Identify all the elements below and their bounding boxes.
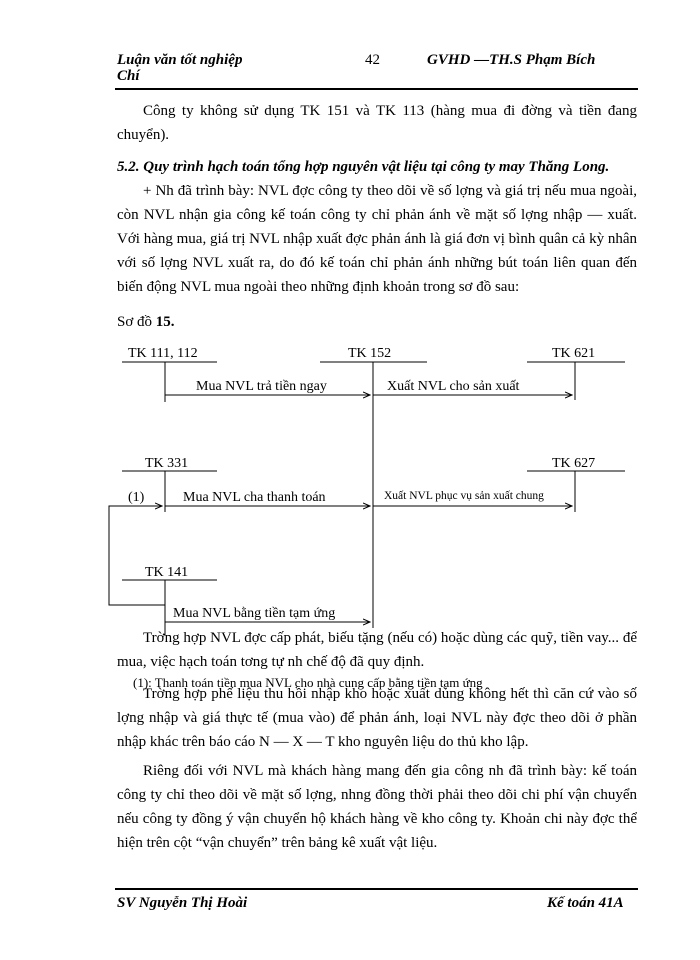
tk331-label: TK 331 [145,456,189,471]
tk141-label: TK 141 [145,565,189,580]
tk621-label: TK 621 [552,346,596,361]
arrow-settlement-loop [109,506,165,605]
paragraph-after-3: Riêng đối với NVL mà khách hàng mang đến gia công nh đã trình bày: kế toán công ty chỉ theo dõi về mặt số lợng, nhng đồng thời phải theo dõi chi phí vận chuyển nếu công ty đồng ý vận chuyển hộ khách hàng về kho công ty. Khoản chi này đợc thể hiện trên cột “vận chuyển” trên bảng kê xuất vật liệu. [117,763,637,851]
intro-paragraph: Công ty không sử dụng TK 151 và TK 113 (hàng mua đi đờng và tiền đang chuyển). [117,103,637,143]
tk111-label: TK 111, 112 [128,346,198,361]
marker-1: (1) [128,490,145,505]
section-heading: 5.2. Quy trình hạch toán tổng hợp nguyên vật liệu tại công ty may Thăng Long. [117,159,610,175]
page-number: 42 [365,52,380,68]
arrow-buy-cash-label: Mua NVL trả tiền ngay [196,379,327,394]
arrow-export-production-label: Xuất NVL cho sản xuất [387,379,520,394]
diagram-title-number: 15. [155,314,175,330]
section-paragraph: + Nh đã trình bày: NVL đợc công ty theo dõi về số lợng và giá trị nếu mua ngoài, còn NVL nhận gia công kế toán công ty chỉ phản ánh về mặt số lợng nhập — xuất. Với hàng mua, giá trị NVL nhập xuất đợc phản ánh là giá đơn vị bình quân cả kỳ nhân với số lợng NVL xuất ra, do đó kế toán chỉ phản ánh những bút toán liên quan đến biến động NVL mua ngoài theo những định khoản trong sơ đồ sau: [117,183,637,295]
footer-rule [115,888,638,890]
tk152-label: TK 152 [348,346,392,361]
arrow-buy-advance-label: Mua NVL bằng tiền tạm ứng [173,606,336,621]
header-left-continued: Chí [117,68,140,84]
header-right: GVHD —TH.S Phạm Bích [427,52,596,68]
paragraph-after-2: Trờng hợp phế liệu thu hồi nhập kho hoặc xuất dùng không hết thì căn cứ vào số lợng nhập và giá thực tế (mua vào) để phản ánh, loại NVL này đợc theo dõi ở phần nhập khác trên báo cáo N — X — T kho nguyên liệu do thủ kho lập. [117,686,637,750]
arrow-buy-unpaid-label: Mua NVL cha thanh toán [183,490,326,505]
diagram-title-prefix: Sơ đồ [117,314,156,330]
diagram-footnote: (1): Thanh toán tiền mua NVL cho nhà cung cấp bằng tiền tạm ứng [133,675,483,690]
tk627-label: TK 627 [552,456,596,471]
footer-right: Kế toán 41A [547,895,624,911]
header-left: Luận văn tốt nghiệp [117,52,243,68]
arrow-export-general-label: Xuất NVL phục vụ sản xuất chung [384,490,544,502]
footer-left: SV Nguyễn Thị Hoài [117,895,248,911]
paragraph-after-1: Trờng hợp NVL đợc cấp phát, biếu tặng (nếu có) hoặc dùng các quỹ, tiền vay... để mua, việc hạch toán tơng tự nh chế độ đã quy định. [117,630,637,670]
